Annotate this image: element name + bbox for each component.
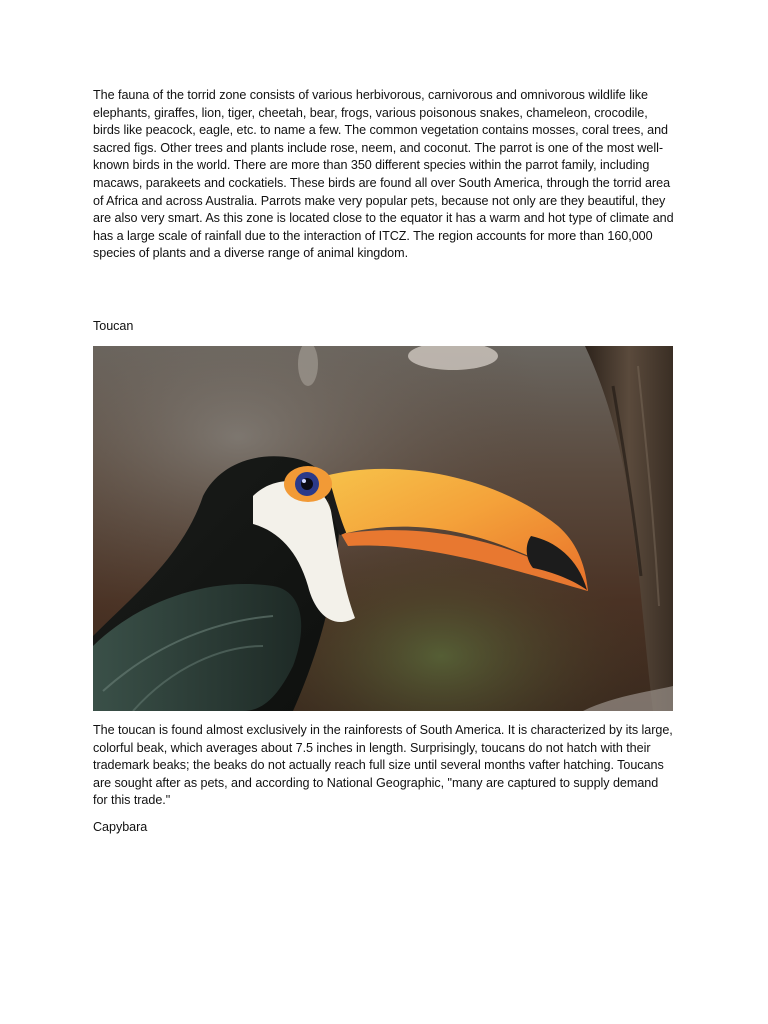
toucan-photo bbox=[93, 346, 673, 711]
toucan-paragraph: The toucan is found almost exclusively in the rainforests of South America. It is characterized by its large, colorful beak, which averages about 7.5 inches in length. Surprisingly, toucans do not hatch with their trademark beaks; the beaks do not actually reach full size until several months vafter hatching. Toucans are sought after as pets, and according to National Geographic, "many are captured to supply demand for this trade." bbox=[93, 723, 673, 808]
intro-paragraph: The fauna of the torrid zone consists of various herbivorous, carnivorous and omnivorous wildlife like elephants, giraffes, lion, tiger, cheetah, bear, frogs, various poisonous snakes, chameleon, crocodile, birds like peacock, eagle, etc. to name a few. The common vegetation contains mosses, coral trees, and sacred figs. Other trees and plants include rose, neem, and coconut. The parrot is one of the most well-known birds in the world. There are more than 350 different species within the parrot family, including macaws, parakeets and cockatiels. These birds are found all over South America, through the torrid area of Africa and across Australia. Parrots make very popular pets, because not only are they beautiful, they are also very smart. As this zone is located close to the equator it has a warm and hot type of climate and has a large scale of rainfall due to the interaction of ITCZ. The region accounts for more than 160,000 species of plants and a diverse range of animal kingdom. bbox=[93, 88, 674, 261]
capybara-heading: Capybara bbox=[93, 820, 148, 834]
toucan-photo-graphic bbox=[93, 346, 673, 711]
toucan-heading: Toucan bbox=[93, 319, 134, 333]
